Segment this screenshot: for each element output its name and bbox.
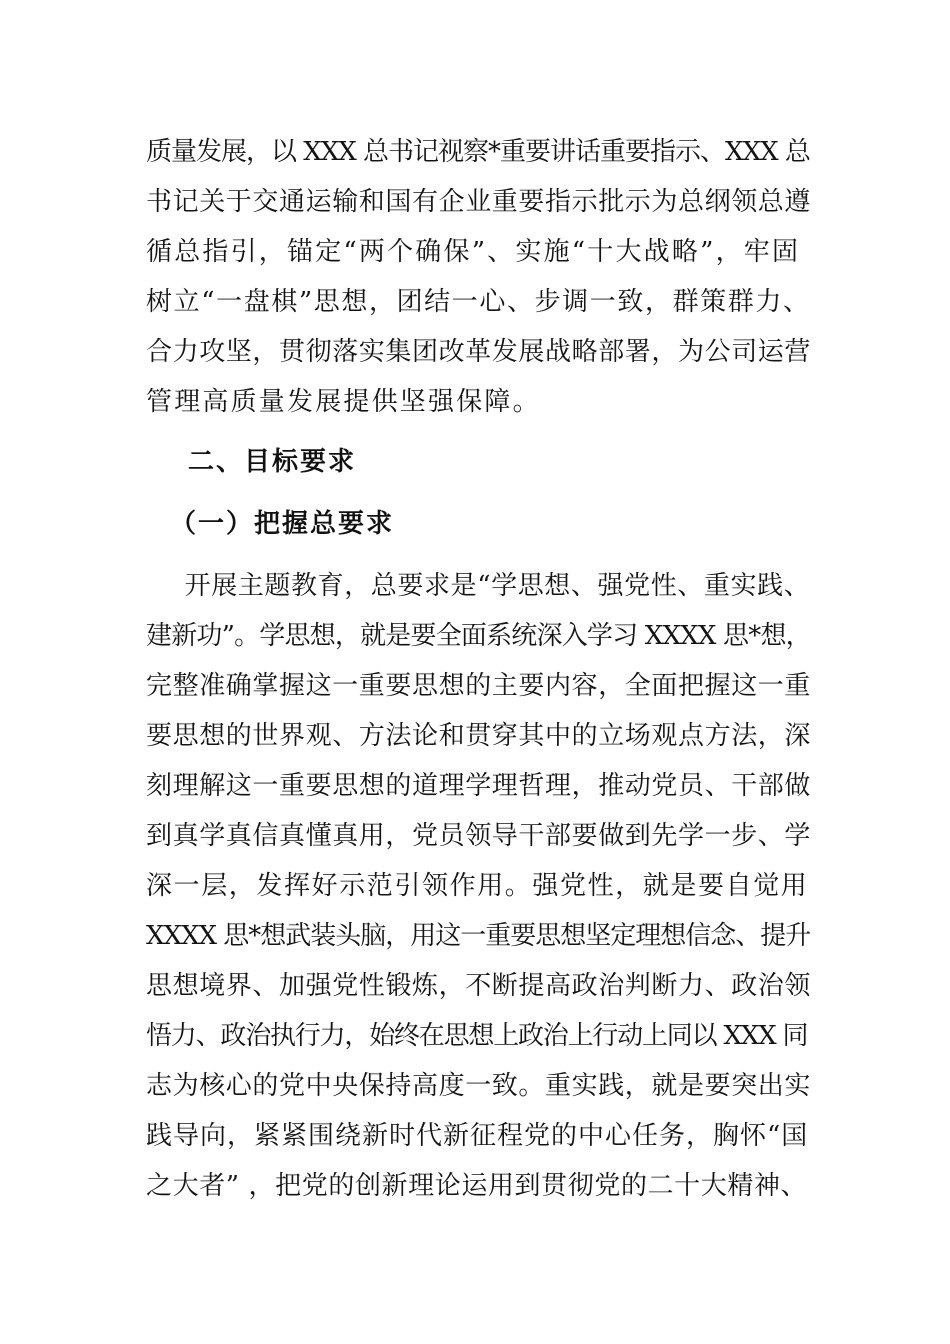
- text-line: 书记关于交通运输和国有企业重要指示批示为总纲领总遵: [146, 187, 812, 217]
- text-line: 完整准确掌握这一重要思想的主要内容，全面把握这一重: [146, 671, 812, 701]
- text-line: 之大者” ，把党的创新理论运用到贯彻党的二十大精神、: [146, 1171, 808, 1201]
- text-line: 思想境界、加强党性锻炼，不断提高政治判断力、政治领: [146, 971, 812, 1001]
- text-line: 刻理解这一重要思想的道理学理哲理，推动党员、干部做: [146, 771, 812, 801]
- text-line: 合力攻坚，贯彻落实集团改革发展战略部署，为公司运营: [146, 337, 812, 367]
- text-line: XXXX 思*想武装头脑，用这一重要思想坚定理想信念、提升: [146, 921, 811, 951]
- text-line: 循总指引，锚定“两个确保”、实施“十大战略”，牢固: [146, 237, 801, 267]
- text-line: 到真学真信真懂真用，党员领导干部要做到先学一步、学: [146, 821, 812, 851]
- text-line: 要思想的世界观、方法论和贯穿其中的立场观点方法，深: [146, 721, 812, 751]
- subsection-heading: （一）把握总要求: [170, 509, 395, 539]
- section-heading: 二、目标要求: [188, 447, 357, 477]
- text-line: 悟力、政治执行力，始终在思想上政治上行动上同以 XXX 同: [146, 1021, 808, 1051]
- text-line: 志为核心的党中央保持高度一致。重实践，就是要突出实: [146, 1071, 812, 1101]
- text-line: 开展主题教育，总要求是“学思想、强党性、重实践、: [158, 571, 811, 601]
- text-line: 践导向，紧紧围绕新时代新征程党的中心任务，胸怀“国: [146, 1121, 809, 1151]
- text-line: 建新功”。学思想，就是要全面系统深入学习 XXXX 思*想，: [146, 621, 811, 651]
- text-line: 深一层，发挥好示范引领作用。强党性，就是要自觉用: [146, 871, 809, 901]
- text-line: 管理高质量发展提供坚强保障。: [146, 387, 541, 417]
- text-line: 树立“一盘棋”思想，团结一心、步调一致，群策群力、: [146, 287, 811, 317]
- text-line: 质量发展，以 XXX 总书记视察*重要讲话重要指示、XXX 总: [146, 137, 810, 167]
